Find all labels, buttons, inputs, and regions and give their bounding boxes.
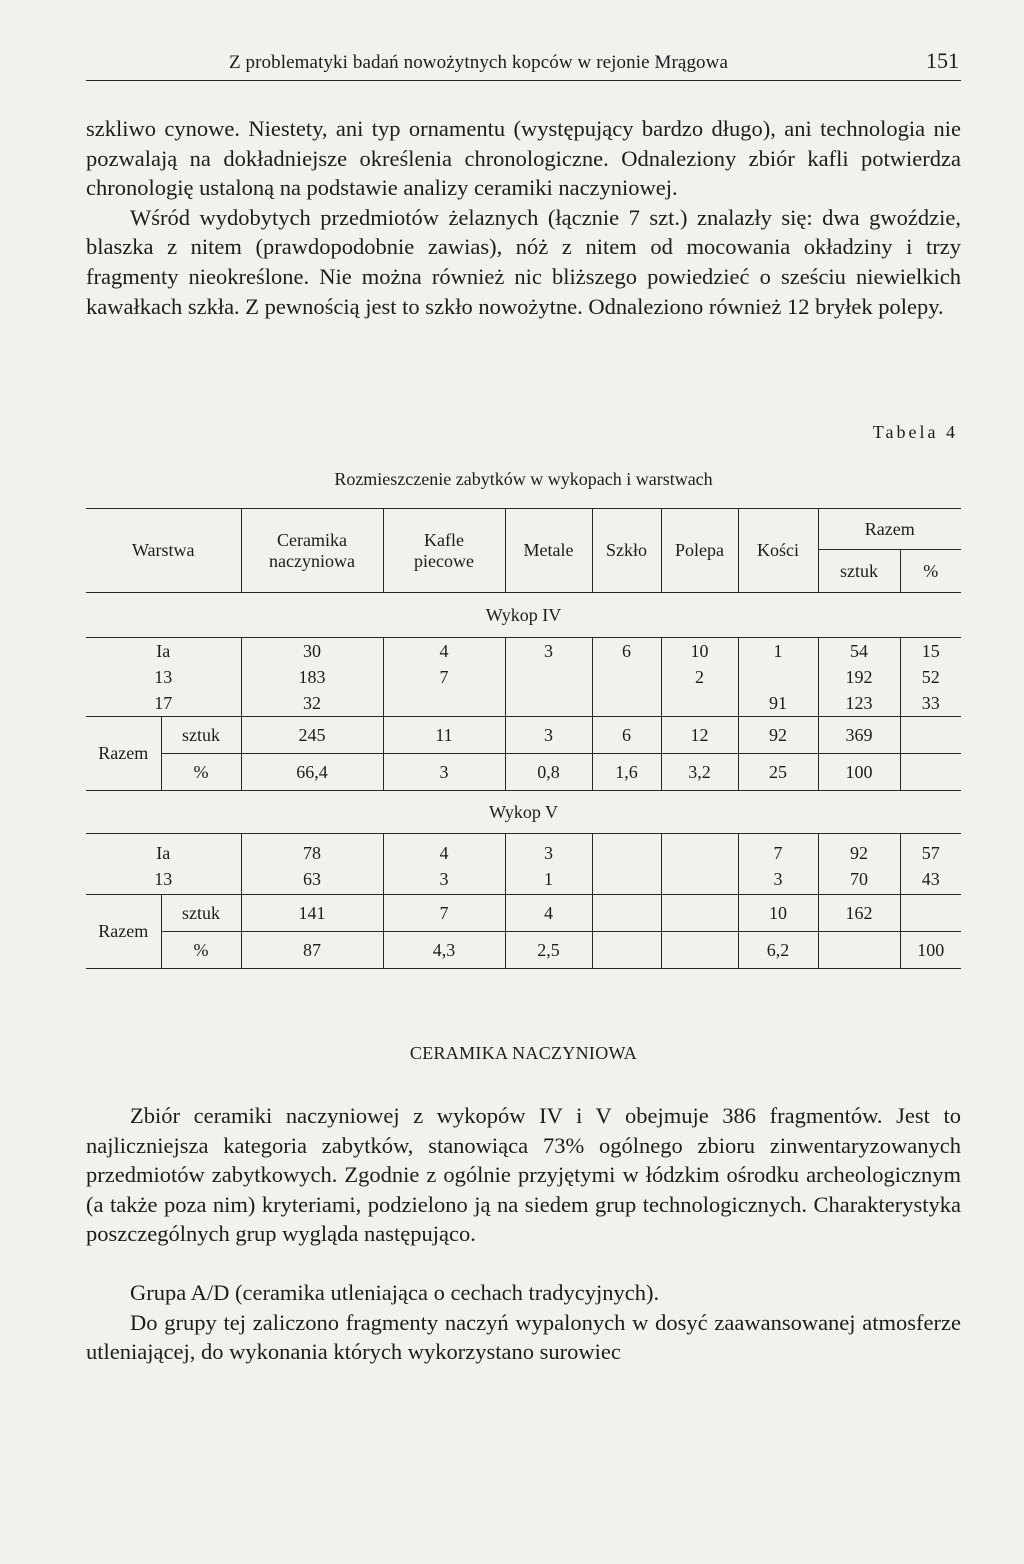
cell-metale: 0,8 (505, 754, 592, 791)
cell-kafle: 4 (383, 638, 505, 665)
cell-szklo (592, 690, 661, 717)
paragraph: Zbiór ceramiki naczyniowej z wykopów IV i V obejmuje 386 fragmentów. Jest to najliczniejsza kategoria zabytków, stanowiąca 73% ogólnego zbioru zinwentaryzowanych przedmiotów zabytkowych. Zgodnie z ogólnie przyjętymi w łódzkim ośrodku archeologicznym (a także poza nim) kryteriami, podzielono ją na siedem grup technologicznych. Charakterystyka poszczególnych grup wygląda następująco. (86, 1103, 961, 1247)
cell-pct: 57 (921, 843, 940, 863)
section-title: Wykop V (86, 791, 961, 834)
cell-polepa: 12 (661, 717, 738, 754)
cell-szklo (592, 864, 661, 895)
cell-metale: 4 (505, 895, 592, 932)
col-header-ceramika: Ceramika naczyniowa (241, 509, 383, 593)
cell-sztuk: 70 (818, 864, 900, 895)
cell-kafle: 3 (383, 864, 505, 895)
cell-polepa (661, 864, 738, 895)
cell-ceramika: 183 (241, 664, 383, 690)
razem-label: Razem (86, 895, 161, 969)
cell-ceramika: 87 (241, 932, 383, 969)
col-header-sztuk: sztuk (818, 550, 900, 593)
col-header-polepa: Polepa (661, 509, 738, 593)
col-header-pct: % (900, 550, 961, 593)
cell-szklo (592, 932, 661, 969)
body-text-bottom (86, 1101, 961, 1367)
cell-sztuk (818, 932, 900, 969)
cell-kosci: 10 (738, 895, 818, 932)
cell-pct: 15 (921, 640, 940, 661)
cell-polepa (661, 895, 738, 932)
cell-ceramika: 78 (241, 834, 383, 865)
cell-pct: 52 (921, 666, 940, 687)
cell-ceramika: 66,4 (241, 754, 383, 791)
razem-sztuk-label: sztuk (161, 717, 241, 754)
cell-polepa: 3,2 (661, 754, 738, 791)
col-header-kosci: Kości (738, 509, 818, 593)
cell-sztuk: 54 (818, 638, 900, 665)
cell-warstwa: Ia (86, 834, 241, 865)
cell-kosci: 1 (738, 638, 818, 665)
razem-label: Razem (86, 717, 161, 791)
table-caption: Rozmieszczenie zabytków w wykopach i warstwach (334, 469, 713, 489)
cell-polepa (661, 690, 738, 717)
cell-metale: 3 (505, 638, 592, 665)
cell-kosci: 3 (738, 864, 818, 895)
paragraph: Grupa A/D (ceramika utleniająca o cechach tradycyjnych). (130, 1279, 660, 1305)
cell-kosci: 92 (738, 717, 818, 754)
cell-polepa (661, 932, 738, 969)
cell-warstwa: 13 (86, 664, 241, 690)
cell-szklo: 6 (592, 717, 661, 754)
cell-warstwa: 13 (86, 864, 241, 895)
paragraph: szkliwo cynowe. Niestety, ani typ ornamentu (występujący bardzo długo), ani technologia nie pozwalają na dokładniejsze określenia chronologiczne. Odnaleziony zbiór kafli potwierdza chronologię ustaloną na podstawie analizy ceramiki naczyniowej. (86, 116, 961, 201)
cell-kafle: 7 (383, 664, 505, 690)
cell-kafle: 3 (383, 754, 505, 791)
cell-polepa: 10 (661, 638, 738, 665)
cell-ceramika: 245 (241, 717, 383, 754)
cell-kosci: 25 (738, 754, 818, 791)
running-title: Z problematyki badań nowożytnych kopców w rejonie Mrągowa (228, 52, 729, 73)
cell-sztuk: 162 (818, 895, 900, 932)
cell-metale: 3 (505, 834, 592, 865)
cell-szklo: 6 (592, 638, 661, 665)
cell-kosci: 91 (738, 690, 818, 717)
page-number: 151 (926, 48, 959, 73)
cell-ceramika: 141 (241, 895, 383, 932)
body-text-top (86, 114, 961, 321)
cell-sztuk: 92 (818, 834, 900, 865)
section-title: Wykop IV (86, 593, 961, 638)
cell-sztuk: 123 (818, 690, 900, 717)
cell-szklo (592, 664, 661, 690)
cell-ceramika: 63 (241, 864, 383, 895)
cell-szklo: 1,6 (592, 754, 661, 791)
cell-metale (505, 690, 592, 717)
cell-pct (900, 754, 961, 791)
cell-pct (900, 895, 961, 932)
cell-sztuk: 192 (818, 664, 900, 690)
razem-sztuk-label: sztuk (161, 895, 241, 932)
cell-polepa: 2 (661, 664, 738, 690)
cell-sztuk: 369 (818, 717, 900, 754)
cell-kafle (383, 690, 505, 717)
cell-warstwa: 17 (86, 690, 241, 717)
cell-sztuk: 100 (818, 754, 900, 791)
paragraph: Do grupy tej zaliczono fragmenty naczyń wypalonych w dosyć zaawansowanej atmosferze utleniającej, do wykonania których wykorzystano surowiec (86, 1309, 961, 1365)
cell-szklo (592, 895, 661, 932)
col-header-kafle: Kafle piecowe (383, 509, 505, 593)
cell-kafle: 4,3 (383, 932, 505, 969)
col-header-metale: Metale (505, 509, 592, 593)
cell-szklo (592, 834, 661, 865)
razem-pct-label: % (161, 932, 241, 969)
cell-kafle: 4 (383, 834, 505, 865)
cell-metale: 1 (505, 864, 592, 895)
cell-kosci: 7 (738, 834, 818, 865)
cell-ceramika: 32 (241, 690, 383, 717)
cell-pct: 43 (921, 868, 940, 889)
col-header-razem: Razem (818, 509, 961, 550)
razem-pct-label: % (161, 754, 241, 791)
cell-metale: 2,5 (505, 932, 592, 969)
section-heading: CERAMIKA NACZYNIOWA (409, 1043, 638, 1063)
cell-pct: 33 (921, 692, 940, 713)
cell-pct (900, 717, 961, 754)
cell-kafle: 11 (383, 717, 505, 754)
cell-kosci: 6,2 (738, 932, 818, 969)
cell-polepa (661, 834, 738, 865)
cell-ceramika: 30 (241, 638, 383, 665)
running-header (86, 48, 961, 81)
col-header-warstwa: Warstwa (86, 509, 241, 593)
cell-kafle: 7 (383, 895, 505, 932)
cell-metale (505, 664, 592, 690)
cell-warstwa: Ia (86, 638, 241, 665)
col-header-szklo: Szkło (592, 509, 661, 593)
paragraph: Wśród wydobytych przedmiotów żelaznych (łącznie 7 szt.) znalazły się: dwa gwoździe, blaszka z nitem (prawdopodobnie zawias), nóż z nitem od mocowania okładziny i trzy fragmenty nieokreślone. Nie można również nic bliższego powiedzieć o sześciu niewielkich kawałkach szkła. Z pewnością jest to szkło nowożytne. Odnaleziono również 12 bryłek polepy. (86, 204, 961, 319)
cell-kosci (738, 664, 818, 690)
data-table (86, 508, 961, 969)
cell-pct: 100 (900, 932, 961, 969)
cell-metale: 3 (505, 717, 592, 754)
table-number: Tabela 4 (872, 422, 958, 442)
